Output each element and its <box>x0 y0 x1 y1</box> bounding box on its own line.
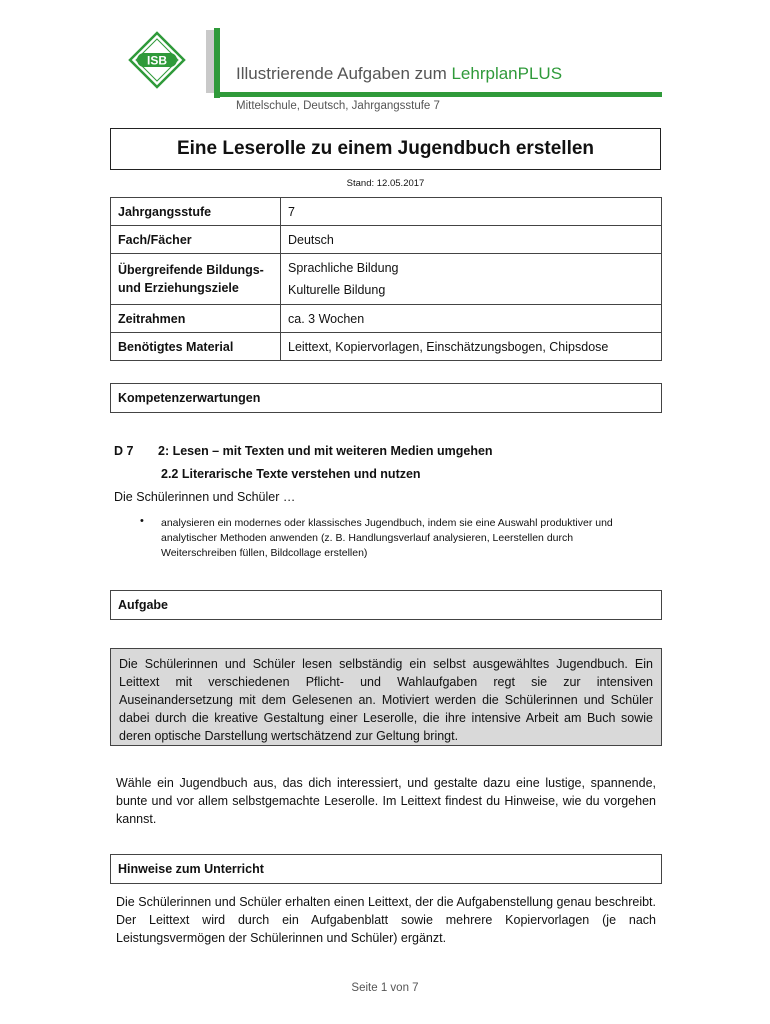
table-row <box>111 254 662 305</box>
kompetenz-bullet: analysieren ein modernes oder klassisches Jugendbuch, indem sie eine Auswahl produktiver und analytischer Methoden anwenden (z. B. Handlungsverlauf analysieren, Leerstellen durch Weiterschreiben füllen, Bildcollage erstellen) <box>161 517 613 559</box>
row-value-line: Kulturelle Bildung <box>288 283 386 297</box>
header-title <box>236 64 562 84</box>
row-value: 7 <box>281 198 662 226</box>
aufgabe-task-text: Wähle ein Jugendbuch aus, das dich interessiert, und gestalte dazu eine lustige, spannende, bunte und vor allem selbstgemachte Leserolle. Im Leittext findest du Hinweise, wie du vorgehen kannst. <box>116 776 656 826</box>
header-subtitle: Mittelschule, Deutsch, Jahrgangsstufe 7 <box>236 100 440 112</box>
row-label: Benötigtes Material <box>111 333 281 361</box>
page-number: Seite 1 von 7 <box>351 982 419 994</box>
header-title-prefix: Illustrierende Aufgaben zum <box>236 64 452 83</box>
row-label-line: Übergreifende Bildungs- <box>118 263 264 277</box>
info-table <box>110 197 662 361</box>
table-row <box>111 226 662 254</box>
header-title-accent: LehrplanPLUS <box>451 64 563 83</box>
row-label: Jahrgangsstufe <box>111 198 281 226</box>
logo-text: ISB <box>146 53 168 68</box>
header-green-rule-vertical <box>214 28 220 98</box>
header-green-rule-horizontal <box>214 92 662 97</box>
row-label: Zeitrahmen <box>111 305 281 333</box>
table-row <box>111 198 662 226</box>
row-value-line: Sprachliche Bildung <box>288 261 399 275</box>
kompetenz-intro: Die Schülerinnen und Schüler … <box>114 490 296 504</box>
row-value: ca. 3 Wochen <box>281 305 662 333</box>
kompetenz-area: 2: Lesen – mit Texten und mit weiteren Medien umgehen <box>158 444 493 458</box>
row-value <box>281 254 662 305</box>
row-label-line: und Erziehungsziele <box>118 281 239 295</box>
aufgabe-description-box: Die Schülerinnen und Schüler lesen selbständig ein selbst ausgewähltes Jugendbuch. Ein Leittext mit verschiedenen Pflicht- und Wahlaufgaben regt sie zur intensiven Auseinandersetzung mit dem Gelesenen an. Motiviert werden die Schülerinnen und Schüler dabei durch die kreative Gestaltung einer Leserolle, die ihre intensive Arbeit am Buch sowie deren optische Darstellung wertschätzend zur Geltung bringt. <box>110 648 662 746</box>
row-label <box>111 254 281 305</box>
section-heading-hinweise: Hinweise zum Unterricht <box>110 854 662 884</box>
stand-date: Stand: 12.05.2017 <box>346 178 425 189</box>
section-heading-kompetenz: Kompetenzerwartungen <box>110 383 662 413</box>
isb-logo <box>127 30 187 90</box>
section-heading-aufgabe: Aufgabe <box>110 590 662 620</box>
document-title-box <box>110 128 661 170</box>
table-row <box>111 333 662 361</box>
kompetenz-subarea: 2.2 Literarische Texte verstehen und nutzen <box>161 467 421 481</box>
hinweise-text: Die Schülerinnen und Schüler erhalten einen Leittext, der die Aufgabenstellung genau beschreibt. Der Leittext wird durch ein Aufgabenblatt sowie mehrere Kopiervorlagen (je nach Leistungsvermögen der Schülerinnen und Schüler) ergänzt. <box>116 895 656 945</box>
kompetenz-code: D 7 <box>114 444 134 458</box>
document-title: Eine Leserolle zu einem Jugendbuch erstellen <box>176 138 595 159</box>
table-row <box>111 305 662 333</box>
header-gray-bar <box>206 30 214 93</box>
row-label: Fach/Fächer <box>111 226 281 254</box>
bullet-icon: • <box>140 515 144 527</box>
row-value: Deutsch <box>281 226 662 254</box>
row-value: Leittext, Kopiervorlagen, Einschätzungsbogen, Chipsdose <box>281 333 662 361</box>
